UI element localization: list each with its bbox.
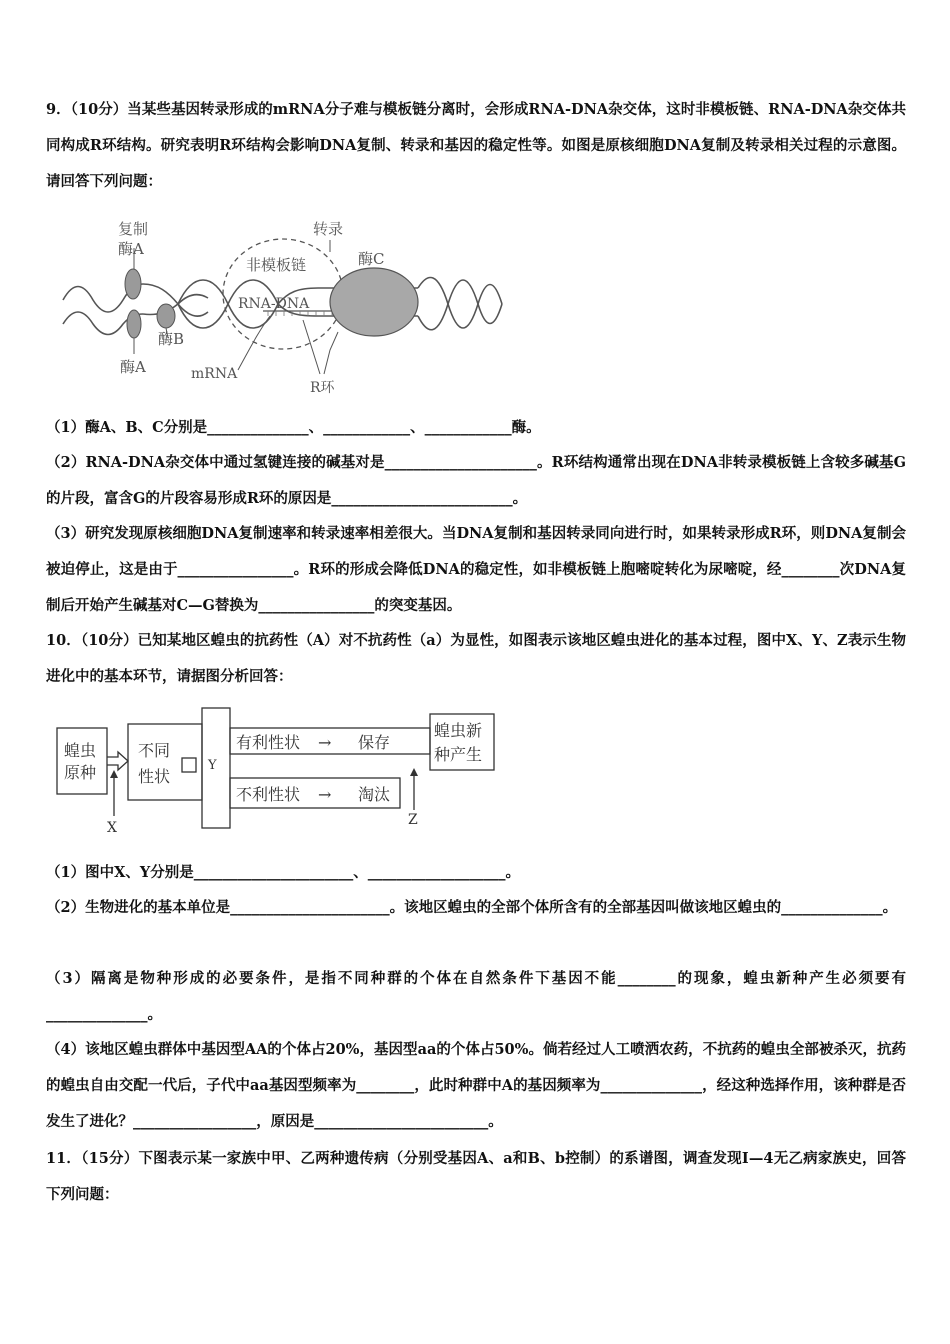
label-non-template: 非模板链 [246, 256, 307, 274]
label-mrna: mRNA [191, 366, 238, 382]
arrow-favorable-icon: → [318, 733, 332, 752]
label-transcription: 转录 [313, 220, 344, 238]
q9-sub3: （3）研究发现原核细胞DNA复制速率和转录速率相差很大。当DNA复制和基因转录同向进行时，如果转录形成R环，则DNA复制会被迫停止，这是由于________________。R环的形成会降低DNA的稳定性，如非模板链上胞嘧啶转化为尿嘧啶，经________次DNA复制后开始产生碱基对C—G替换为________________的突变基因。 [46, 525, 906, 614]
label-z: Z [408, 812, 418, 828]
box-new-line1: 蝗虫新 [434, 721, 483, 740]
q9-intro: 9．（10分）当某些基因转录形成的mRNA分子难与模板链分离时，会形成RNA-DNA杂交体，这时非模板链、RNA-DNA杂交体共同构成R环结构。研究表明R环结构会影响DNA复制、转录和基因的稳定性等。如图是原核细胞DNA复制及转录相关过程的示意图。请回答下列问题： [46, 101, 906, 190]
q10-sub1: （1）图中X、Y分别是______________________、___________________。 [46, 864, 520, 881]
label-preserve: 保存 [358, 733, 391, 752]
label-replication: 复制 [118, 220, 149, 238]
label-enzyme-b: 酶B [158, 330, 185, 348]
q9-figure-dna-replication-transcription [58, 212, 518, 402]
q10-sub3: （3）隔离是物种形成的必要条件，是指不同种群的个体在自然条件下基因不能________的现象，蝗虫新种产生必须要有______________。 [46, 970, 906, 1023]
label-favorable: 有利性状 [236, 733, 301, 752]
q10-sub2: （2）生物进化的基本单位是______________________。该地区蝗虫的全部个体所含有的全部基因叫做该地区蝗虫的______________。 [46, 899, 898, 916]
q9-sub2: （2）RNA-DNA杂交体中通过氢键连接的碱基对是_____________________。R环结构通常出现在DNA非转录模板链上含较多碱基G的片段，富含G的片段容易形成R环的原因是_________________________。 [46, 454, 906, 507]
arrow-unfavorable-icon: → [318, 785, 332, 804]
q11-intro: 11．（15分）下图表示某一家族中甲、乙两种遗传病（分别受基因A、a和B、b控制）的系谱图，调查发现Ⅰ—4无乙病家族史，回答下列问题： [46, 1150, 906, 1203]
label-rna-dna: RNA-DNA [238, 296, 310, 312]
label-unfavorable: 不利性状 [236, 785, 301, 804]
label-enzyme-c: 酶C [358, 250, 385, 268]
label-eliminate: 淘汰 [358, 785, 391, 804]
box-original-line2: 原种 [64, 763, 97, 782]
q9-sub1: （1）酶A、B、C分别是______________、____________、____________酶。 [46, 419, 541, 436]
q10-intro: 10．（10分）已知某地区蝗虫的抗药性（A）对不抗药性（a）为显性，如图表示该地区蝗虫进化的基本过程，图中X、Y、Z表示生物进化中的基本环节，请据图分析回答： [46, 632, 906, 685]
box-new-line2: 种产生 [434, 745, 483, 764]
q10-sub4: （4）该地区蝗虫群体中基因型AA的个体占20%，基因型aa的个体占50%。倘若经过人工喷洒农药，不抗药的蝗虫全部被杀灭，抗药的蝗虫自由交配一代后，子代中aa基因型频率为________，此时种群中A的基因频率为______________，经这种选择作用，该种群是否发生了进化？_________________，原因是________________________。 [46, 1041, 906, 1130]
label-r-loop: R环 [310, 380, 335, 396]
label-enzyme-a-bottom: 酶A [120, 358, 146, 376]
label-y: Y [208, 758, 217, 773]
box-traits-line1: 不同 [138, 741, 171, 760]
label-enzyme-a-top: 酶A [118, 240, 144, 258]
label-x: X [107, 820, 117, 836]
box-original-line1: 蝗虫 [64, 741, 97, 760]
box-traits-line2: 性状 [138, 767, 171, 786]
q10-figure-locust-evolution [52, 706, 512, 836]
